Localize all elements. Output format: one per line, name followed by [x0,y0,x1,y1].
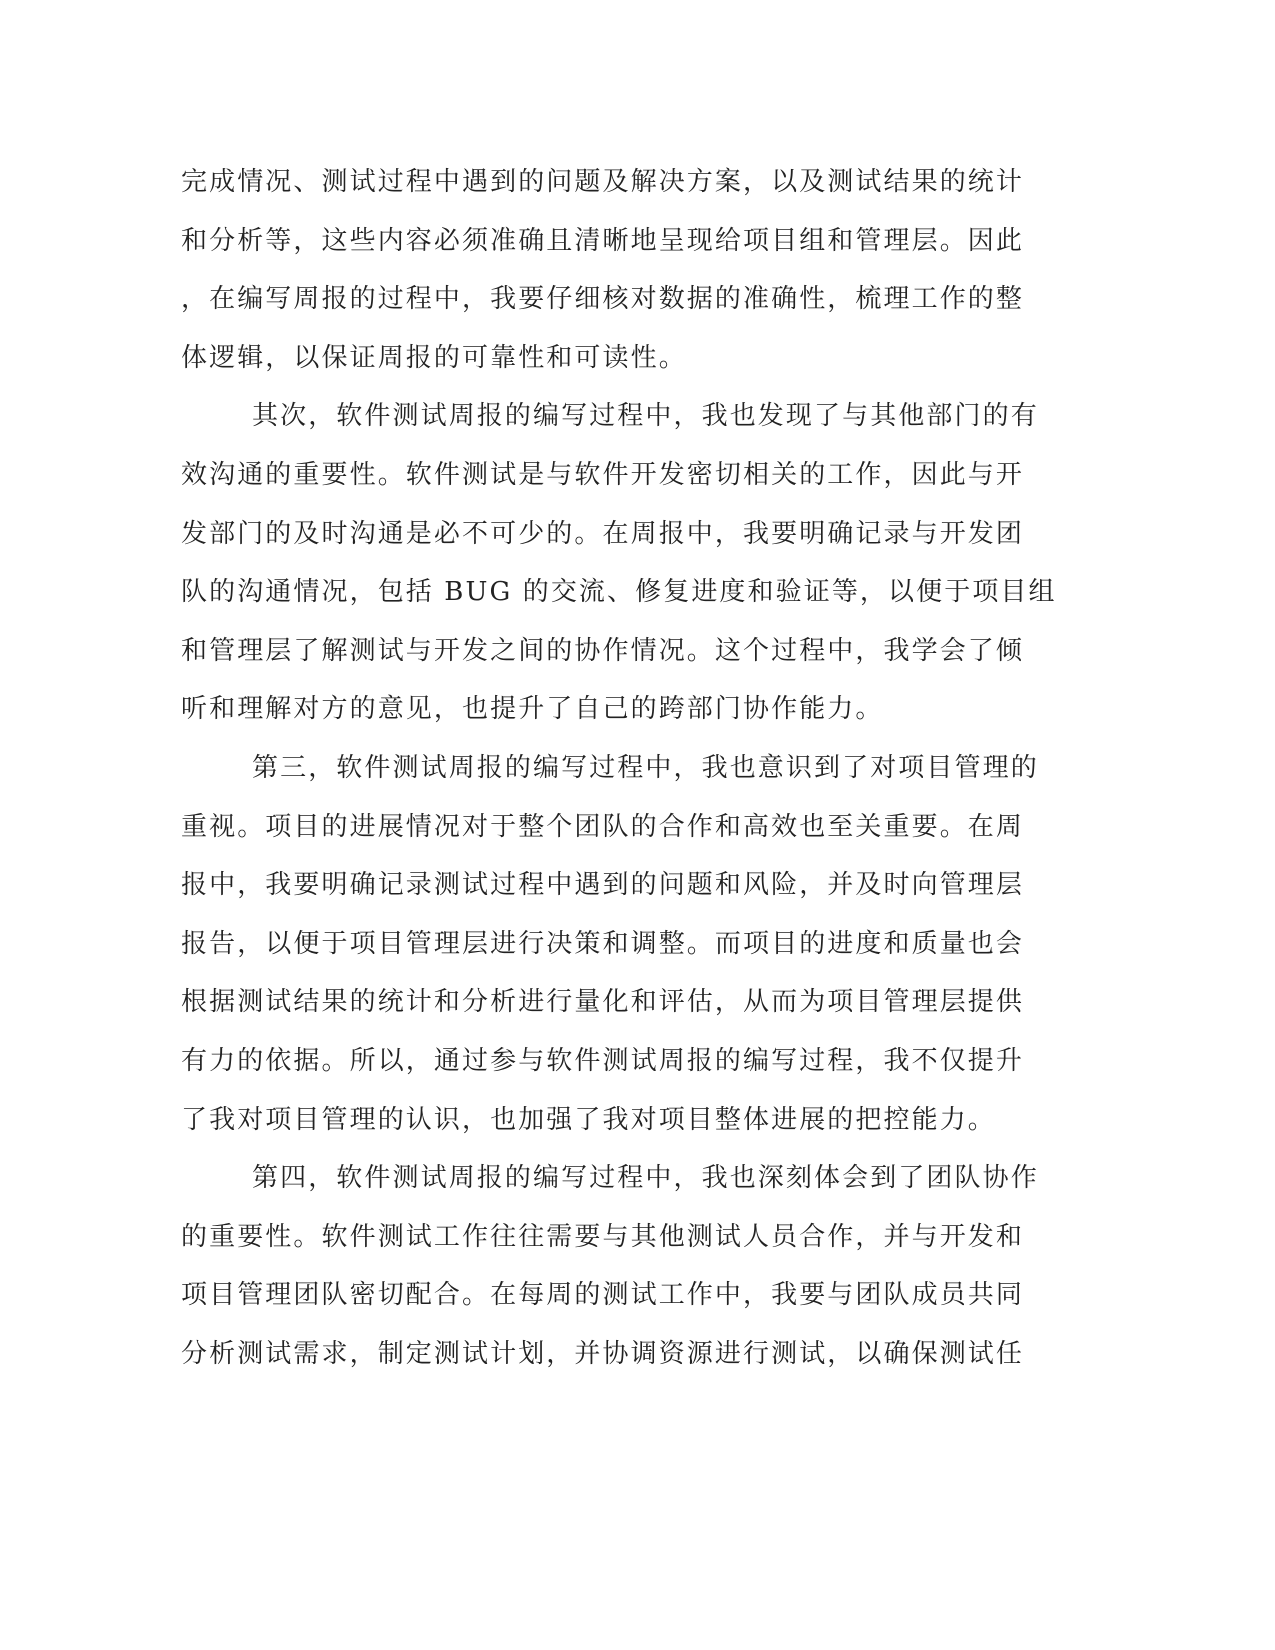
body-text [181,159,1057,1389]
text-line: 队的沟通情况，包括 BUG 的交流、修复进度和验证等，以便于项目组 [181,577,1057,608]
text-line: ，在编写周报的过程中，我要仔细核对数据的准确性，梳理工作的整 [181,284,1025,315]
text-line: 发部门的及时沟通是必不可少的。在周报中，我要明确记录与开发团 [181,518,1025,549]
text-line: 完成情况、测试过程中遇到的问题及解决方案，以及测试结果的统计 [181,167,1025,197]
paragraph-first-line: 其次，软件测试周报的编写过程中，我也发现了与其他部门的有 [252,401,1039,432]
text-line: 和分析等，这些内容必须准确且清晰地呈现给项目组和管理层。因此 [181,225,1025,256]
text-line: 重视。项目的进展情况对于整个团队的合作和高效也至关重要。在周 [181,811,1025,842]
text-line: 报告，以便于项目管理层进行决策和调整。而项目的进度和质量也会 [181,928,1025,959]
text-line: 根据测试结果的统计和分析进行量化和评估，从而为项目管理层提供 [181,987,1025,1018]
text-line: 报中，我要明确记录测试过程中遇到的问题和风险，并及时向管理层 [181,870,1025,901]
text-line: 分析测试需求，制定测试计划，并协调资源进行测试，以确保测试任 [181,1338,1025,1369]
paragraph-first-line: 第四，软件测试周报的编写过程中，我也深刻体会到了团队协作 [252,1163,1039,1194]
text-line: 有力的依据。所以，通过参与软件测试周报的编写过程，我不仅提升 [181,1045,1025,1076]
paragraph-first-line: 第三，软件测试周报的编写过程中，我也意识到了对项目管理的 [252,752,1039,783]
text-line: 体逻辑，以保证周报的可靠性和可读性。 [181,342,687,373]
text-line: 效沟通的重要性。软件测试是与软件开发密切相关的工作，因此与开 [181,459,1025,490]
text-line: 的重要性。软件测试工作往往需要与其他测试人员合作，并与开发和 [181,1221,1025,1252]
text-line: 听和理解对方的意见，也提升了自己的跨部门协作能力。 [181,694,884,725]
text-line: 和管理层了解测试与开发之间的协作情况。这个过程中，我学会了倾 [181,635,1025,666]
text-line: 了我对项目管理的认识，也加强了我对项目整体进展的把控能力。 [181,1104,996,1135]
text-line: 项目管理团队密切配合。在每周的测试工作中，我要与团队成员共同 [181,1280,1025,1311]
